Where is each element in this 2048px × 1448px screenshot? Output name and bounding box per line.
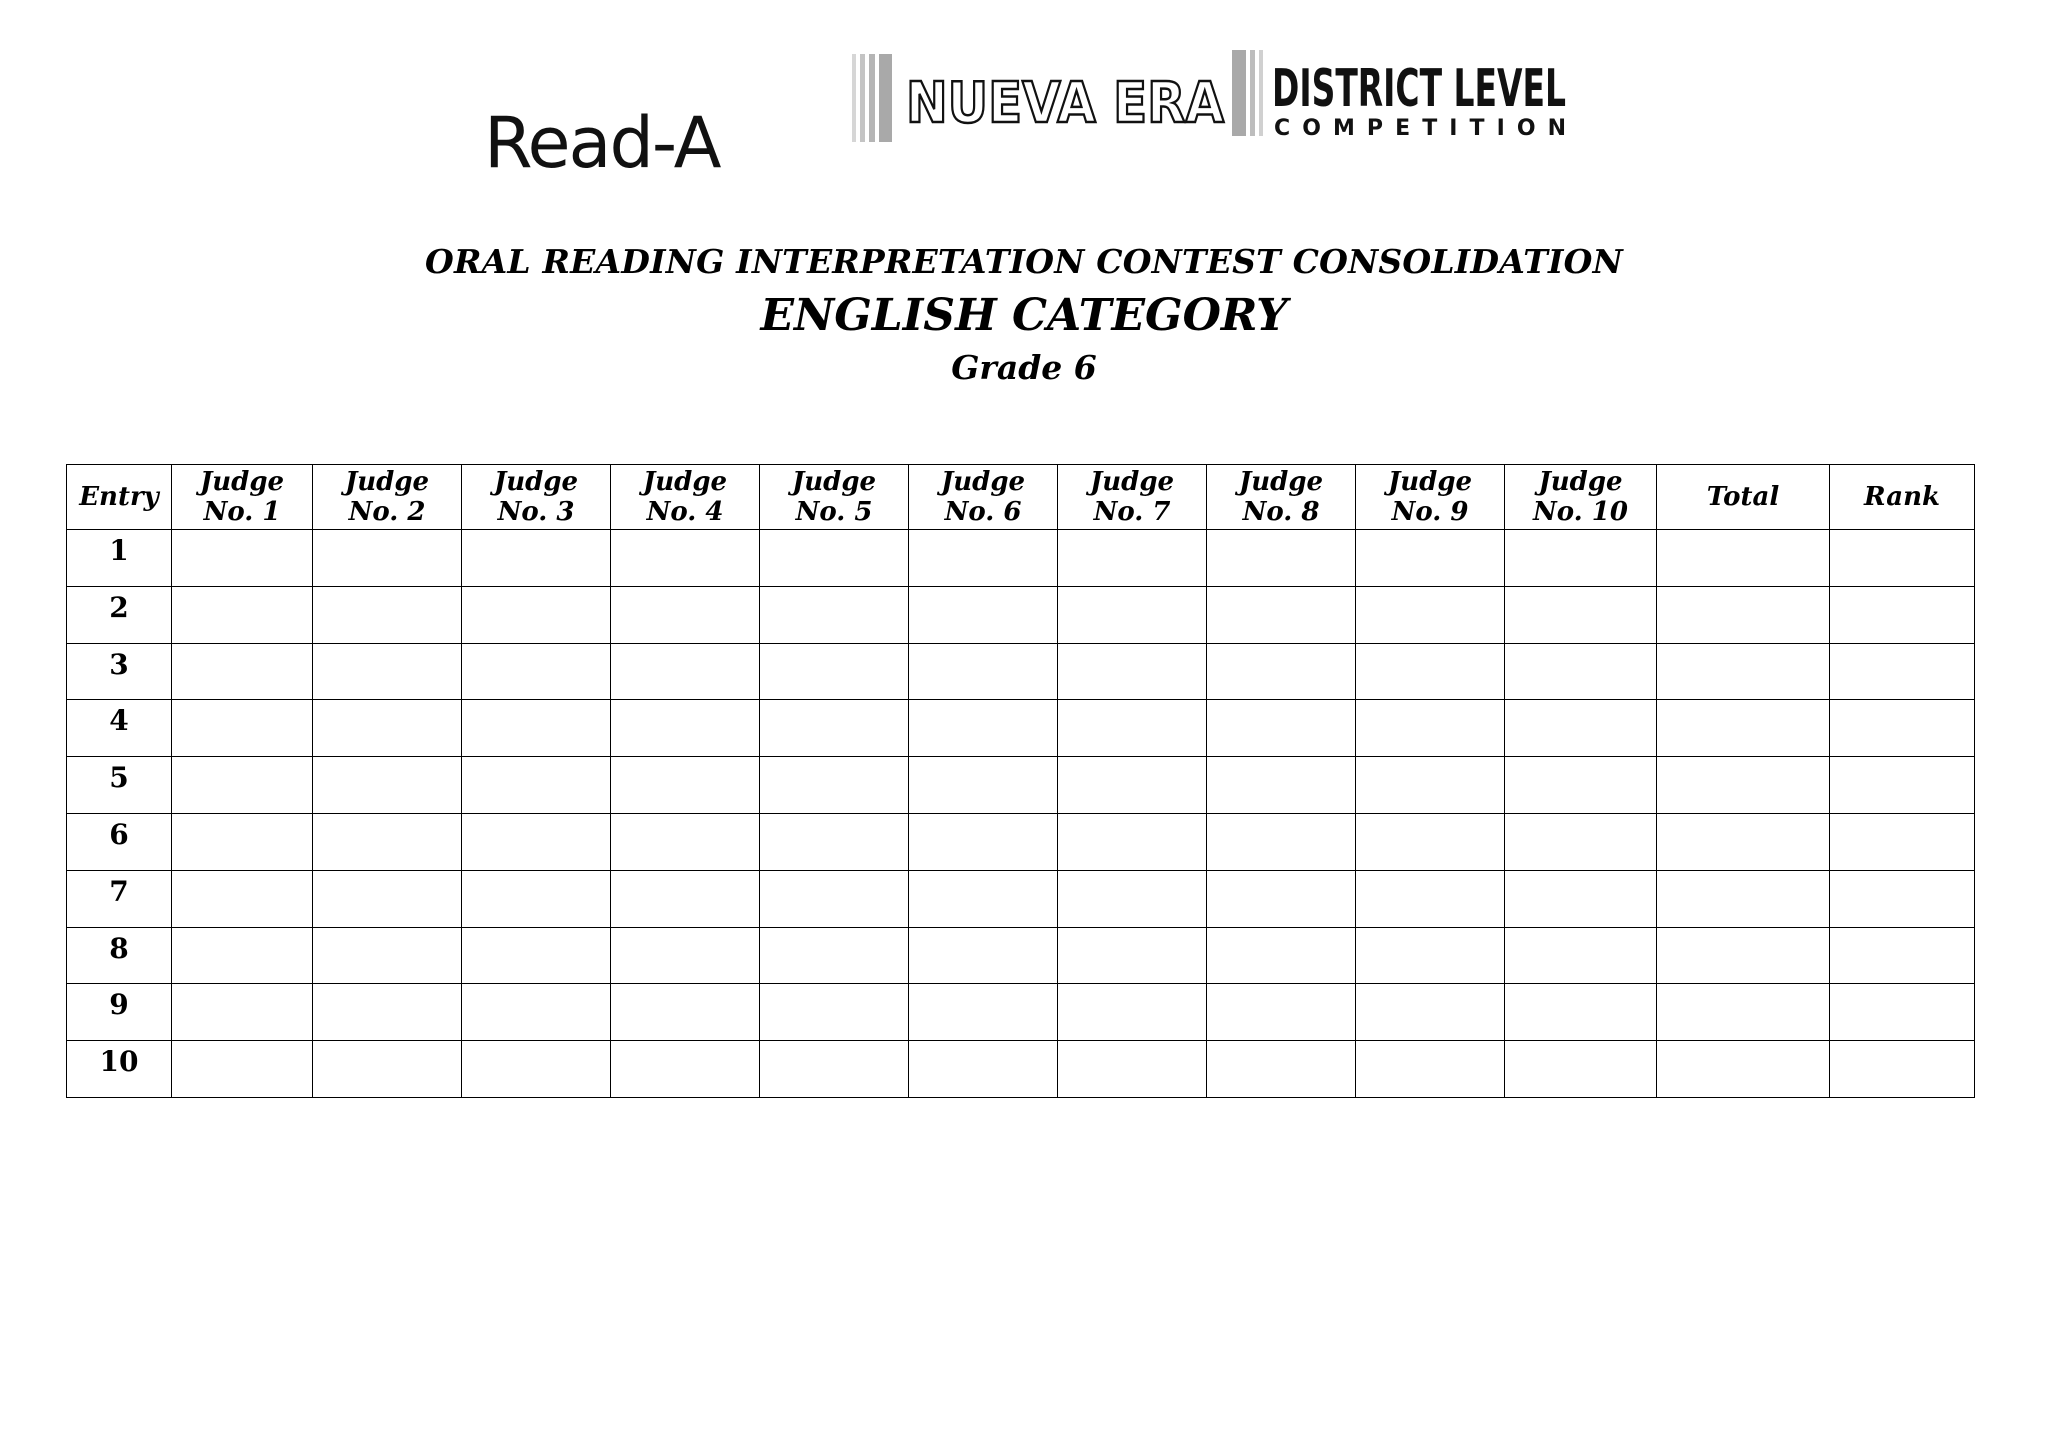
score-cell[interactable] [1505,813,1657,870]
column-header-line2: No. 5 [795,497,873,527]
score-cell[interactable] [1207,700,1356,757]
score-cell[interactable] [760,813,909,870]
score-cell[interactable] [313,757,462,814]
banner-nueva-era-text: NUEVA ERA [906,71,1225,136]
score-cell[interactable] [172,1041,313,1098]
column-header-line1: Judge [199,467,285,497]
score-cell[interactable] [1207,757,1356,814]
score-cell[interactable] [1830,700,1975,757]
column-header-line1: Judge [344,467,430,497]
entry-number-cell: 9 [67,984,172,1041]
score-cell[interactable] [1356,984,1505,1041]
column-header-line1: Judge [1538,467,1623,497]
score-cell[interactable] [909,643,1058,700]
score-cell[interactable] [1356,757,1505,814]
table-row [67,984,1975,1041]
column-header-line2: No. 10 [1533,497,1628,527]
score-cell[interactable] [1058,1041,1207,1098]
table-row [67,586,1975,643]
score-cell[interactable] [1830,643,1975,700]
score-cell[interactable] [462,586,611,643]
score-cell[interactable] [1207,984,1356,1041]
score-cell[interactable] [1207,813,1356,870]
score-cell[interactable] [1207,586,1356,643]
score-cell[interactable] [611,700,760,757]
score-cell[interactable] [909,586,1058,643]
entry-number-cell: 1 [67,530,172,587]
score-cell[interactable] [909,700,1058,757]
score-cell[interactable] [1505,643,1657,700]
score-cell[interactable] [1058,530,1207,587]
score-cell[interactable] [462,927,611,984]
score-cell[interactable] [611,643,760,700]
column-header-line1: Judge [493,467,579,497]
score-cell[interactable] [1356,643,1505,700]
score-cell[interactable] [1207,530,1356,587]
score-cell[interactable] [1505,700,1657,757]
score-cell[interactable] [1830,530,1975,587]
score-cell[interactable] [1058,984,1207,1041]
column-header-total [1657,465,1830,530]
score-cell[interactable] [1657,757,1830,814]
score-cell[interactable] [1657,700,1830,757]
column-header-line2: No. 9 [1391,497,1469,527]
entry-number-cell: 7 [67,870,172,927]
score-cell[interactable] [313,586,462,643]
score-cell[interactable] [172,643,313,700]
score-cell[interactable] [1058,586,1207,643]
entry-number-cell: 4 [67,700,172,757]
score-cell[interactable] [1830,984,1975,1041]
column-header-line2: No. 3 [497,497,575,527]
column-header-line2: No. 7 [1093,497,1171,527]
score-cell[interactable] [760,530,909,587]
score-cell[interactable] [1356,1041,1505,1098]
score-cell[interactable] [909,530,1058,587]
banner-competition-text: COMPETITION [1274,116,1566,141]
score-cell[interactable] [313,870,462,927]
score-cell[interactable] [1058,870,1207,927]
score-cell[interactable] [313,1041,462,1098]
column-header-judge-1 [172,465,313,530]
column-header-judge-4 [611,465,760,530]
score-cell[interactable] [172,586,313,643]
entry-number-cell: 10 [67,1041,172,1098]
clipped-heading-label: Read-A [484,102,720,184]
score-cell[interactable] [1505,1041,1657,1098]
column-header-line1: Judge [1089,467,1175,497]
score-cell[interactable] [760,1041,909,1098]
score-cell[interactable] [760,700,909,757]
score-cell[interactable] [1356,870,1505,927]
column-header-line2: No. 1 [203,497,281,527]
score-cell[interactable] [1657,813,1830,870]
column-header-judge-6 [909,465,1058,530]
score-cell[interactable] [1207,1041,1356,1098]
column-header-line1: Judge [642,467,728,497]
score-cell[interactable] [1356,586,1505,643]
score-cell[interactable] [1356,700,1505,757]
score-cell[interactable] [1505,870,1657,927]
column-header-judge-10 [1505,465,1657,530]
score-cell[interactable] [1657,643,1830,700]
score-cell[interactable] [760,870,909,927]
score-cell[interactable] [1058,813,1207,870]
score-cell[interactable] [1505,586,1657,643]
column-header-line2: No. 2 [348,497,426,527]
column-header-judge-9 [1356,465,1505,530]
score-cell[interactable] [462,984,611,1041]
score-cell[interactable] [1505,530,1657,587]
table-row [67,813,1975,870]
entry-number-cell: 8 [67,927,172,984]
consolidation-table [66,464,1975,1098]
score-cell[interactable] [1830,813,1975,870]
column-header-judge-3 [462,465,611,530]
score-cell[interactable] [462,643,611,700]
district-banner-logo [852,50,1572,144]
score-cell[interactable] [462,813,611,870]
score-cell[interactable] [611,927,760,984]
score-cell[interactable] [1657,927,1830,984]
score-cell[interactable] [172,870,313,927]
score-cell[interactable] [1657,1041,1830,1098]
column-header-line1: Judge [940,467,1026,497]
score-cell[interactable] [462,530,611,587]
table-row [67,757,1975,814]
score-cell[interactable] [172,927,313,984]
score-cell[interactable] [611,870,760,927]
score-cell[interactable] [760,757,909,814]
column-header-line1: Rank [1864,482,1940,512]
entry-number-cell: 6 [67,813,172,870]
score-cell[interactable] [313,643,462,700]
score-cell[interactable] [1830,757,1975,814]
score-cell[interactable] [1830,927,1975,984]
score-cell[interactable] [462,870,611,927]
column-header-rank [1830,465,1975,530]
table-row [67,870,1975,927]
score-cell[interactable] [172,700,313,757]
score-cell[interactable] [1207,643,1356,700]
column-header-line1: Judge [791,467,877,497]
score-cell[interactable] [611,1041,760,1098]
table-header-row [67,465,1975,530]
grade-title: Grade 6 [951,348,1097,387]
score-cell[interactable] [462,1041,611,1098]
score-cell[interactable] [909,870,1058,927]
table-row [67,927,1975,984]
score-cell[interactable] [313,984,462,1041]
score-cell[interactable] [760,643,909,700]
score-cell[interactable] [909,813,1058,870]
score-cell[interactable] [611,530,760,587]
entry-number-cell: 3 [67,643,172,700]
score-cell[interactable] [1657,870,1830,927]
table-row [67,530,1975,587]
score-cell[interactable] [909,757,1058,814]
score-cell[interactable] [172,757,313,814]
column-header-judge-8 [1207,465,1356,530]
table-row [67,700,1975,757]
score-cell[interactable] [1356,927,1505,984]
score-cell[interactable] [1505,927,1657,984]
score-cell[interactable] [1058,700,1207,757]
table-row [67,1041,1975,1098]
category-title: ENGLISH CATEGORY [760,290,1288,341]
score-cell[interactable] [909,984,1058,1041]
score-cell[interactable] [1356,530,1505,587]
score-cell[interactable] [1356,813,1505,870]
score-cell[interactable] [172,984,313,1041]
score-cell[interactable] [313,530,462,587]
column-header-line2: No. 8 [1242,497,1320,527]
score-cell[interactable] [760,927,909,984]
score-cell[interactable] [313,813,462,870]
score-cell[interactable] [172,530,313,587]
score-cell[interactable] [611,757,760,814]
score-cell[interactable] [462,757,611,814]
column-header-line2: No. 4 [646,497,724,527]
entry-number-cell: 5 [67,757,172,814]
column-header-judge-2 [313,465,462,530]
score-cell[interactable] [1505,757,1657,814]
score-cell[interactable] [1657,586,1830,643]
score-cell[interactable] [1505,984,1657,1041]
entry-number-cell: 2 [67,586,172,643]
banner-district-level-text: DISTRICT LEVEL [1272,59,1566,119]
score-cell[interactable] [1058,927,1207,984]
score-cell[interactable] [1207,870,1356,927]
score-cell[interactable] [172,813,313,870]
score-cell[interactable] [611,813,760,870]
score-cell[interactable] [909,1041,1058,1098]
score-cell[interactable] [1830,1041,1975,1098]
score-cell[interactable] [1657,530,1830,587]
column-header-entry [67,465,172,530]
score-cell[interactable] [1657,984,1830,1041]
score-cell[interactable] [313,927,462,984]
column-header-line1: Judge [1238,467,1324,497]
clipped-heading-text [484,102,724,184]
column-header-line2: No. 6 [944,497,1022,527]
score-cell[interactable] [1058,757,1207,814]
score-cell[interactable] [611,586,760,643]
column-header-judge-7 [1058,465,1207,530]
score-cell[interactable] [1830,586,1975,643]
column-header-judge-5 [760,465,909,530]
score-cell[interactable] [909,927,1058,984]
score-cell[interactable] [462,700,611,757]
table-body [67,530,1975,1098]
column-header-line1: Entry [79,482,159,512]
score-cell[interactable] [760,984,909,1041]
table-row [67,643,1975,700]
contest-title: ORAL READING INTERPRETATION CONTEST CONSOLIDATION [425,242,1623,281]
score-cell[interactable] [313,700,462,757]
column-header-line1: Judge [1387,467,1473,497]
score-cell[interactable] [760,586,909,643]
score-cell[interactable] [1058,643,1207,700]
column-header-line1: Total [1706,482,1780,512]
score-cell[interactable] [1830,870,1975,927]
score-cell[interactable] [1207,927,1356,984]
score-cell[interactable] [611,984,760,1041]
